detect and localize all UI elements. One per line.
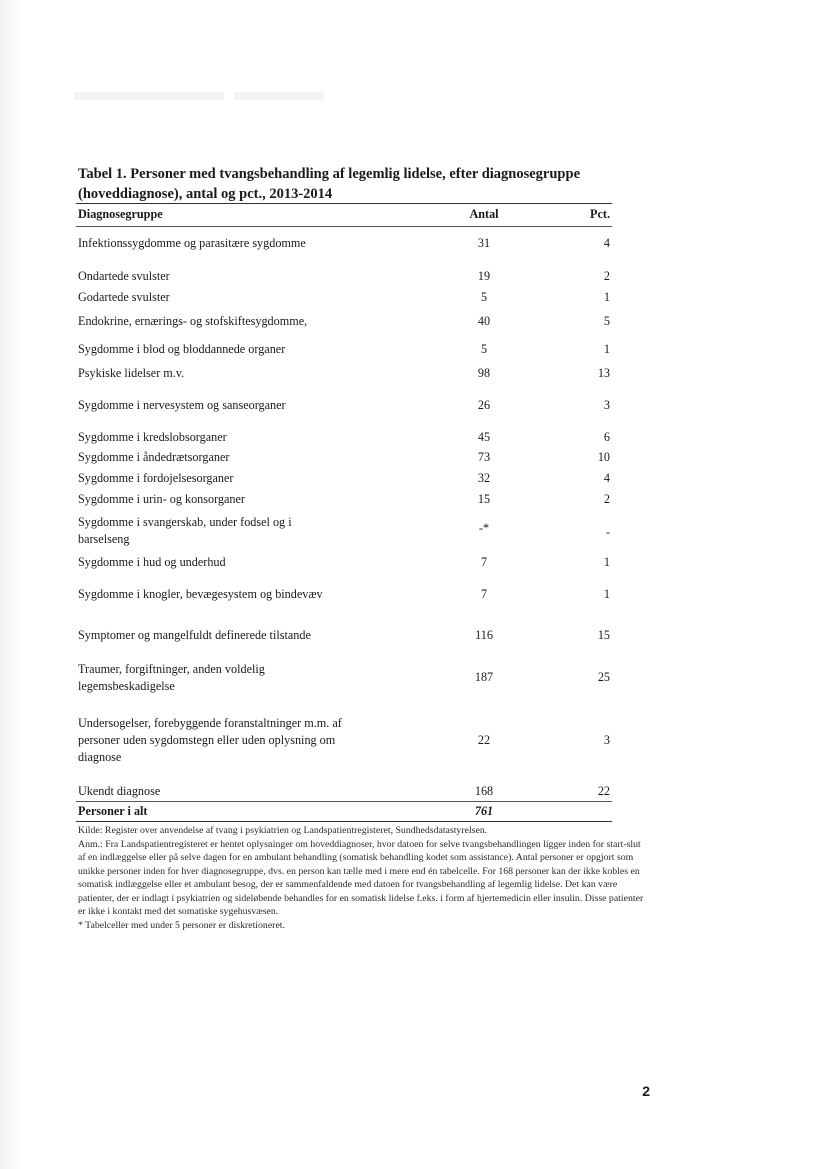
row-count: 168 [474, 784, 494, 798]
footnote: * Tabelceller med under 5 personer er diskretioneret. [78, 919, 285, 931]
row-count: 73 [477, 450, 491, 464]
row-count: 40 [477, 314, 491, 328]
row-pct: 1 [603, 587, 610, 601]
col-header-pct: Pct. [590, 207, 610, 221]
row-count: 5 [480, 342, 488, 356]
row-pct: - [605, 525, 610, 539]
row-pct: 22 [597, 784, 610, 798]
row-pct: 3 [603, 733, 610, 747]
row-label: Infektionssygdomme og parasitære sygdomme [78, 236, 306, 250]
row-label: Godartede svulster [78, 290, 170, 304]
row-count: 19 [477, 269, 491, 283]
row-count: 187 [474, 670, 494, 684]
row-pct: 4 [603, 236, 610, 250]
source-note: Kilde: Register over anvendelse af tvang i psykiatrien og Landspatientregisteret, Sundhedsdatastyrelsen. [78, 825, 488, 836]
scan-edge [0, 0, 22, 1169]
row-pct: 13 [597, 366, 610, 380]
row-label: Undersogelser, forebyggende foranstaltninger m.m. af personer uden sygdomstegn eller uden oplysning om diagnose [78, 716, 342, 764]
row-count: 7 [480, 555, 488, 569]
row-label: Endokrine, ernærings- og stofskiftesygdomme, [78, 314, 308, 328]
row-count: 22 [477, 733, 491, 747]
row-pct: 4 [603, 471, 610, 485]
row-count: 7 [480, 587, 488, 601]
diagnosis-table [76, 203, 612, 818]
row-count: 5 [480, 290, 488, 304]
row-label: Ondartede svulster [78, 269, 170, 283]
row-label: Sygdomme i svangerskab, under fodsel og i barselseng [78, 515, 292, 546]
row-label: Sygdomme i kredslobsorganer [78, 430, 227, 444]
table-notes [78, 824, 650, 932]
row-pct: 2 [603, 492, 610, 506]
col-header-group: Diagnosegruppe [78, 207, 163, 221]
row-pct: 3 [603, 398, 610, 412]
row-label: Sygdomme i blod og bloddannede organer [78, 342, 286, 356]
row-label: Sygdomme i åndedrætsorganer [78, 450, 230, 464]
row-label: Sygdomme i knogler, bevægesystem og bindevæv [78, 587, 323, 601]
row-pct: 1 [603, 555, 610, 569]
row-pct: 15 [597, 628, 610, 642]
row-label: Symptomer og mangelfuldt definerede tilstande [78, 628, 311, 642]
row-pct: 25 [597, 670, 610, 684]
row-count: 15 [477, 492, 491, 506]
bleed-through-text [234, 92, 324, 100]
row-count: 45 [477, 430, 491, 444]
page-number: 2 [642, 1083, 650, 1099]
row-label: Traumer, forgiftninger, anden voldelig legemsbeskadigelse [78, 662, 265, 693]
row-pct: 1 [603, 290, 610, 304]
total-label: Personer i alt [78, 804, 148, 818]
bleed-through-text [74, 92, 224, 100]
col-header-count: Antal [469, 207, 499, 221]
table-bottom-rule [76, 821, 612, 822]
row-count: 32 [477, 471, 491, 485]
row-label: Sygdomme i fordojelsesorganer [78, 471, 234, 485]
row-label: Sygdomme i hud og underhud [78, 555, 226, 569]
row-count: 116 [475, 628, 493, 642]
row-pct: 6 [603, 430, 610, 444]
row-count: 98 [477, 366, 491, 380]
remark-note: Anm.: Fra Landspatientregisteret er hentet oplysninger om hoveddiagnoser, hvor datoen for selve tvangsbehandlingen ligger inden for start-slut af en indlæggelse eller på selve dagen for en ambulant behandling (somatisk behandling kodet som assistance). Antal personer er opgjort som unikke personer inden for hver diagnosegruppe, dvs. en person kan tælle med i mere end én tabelcelle. For 168 personer kan der ikke kobles en somatisk indlæggelse eller et ambulant besog, der er sammenfaldende med datoen for tvangsbehandling af legemlig lidelse. Det kan være patienter, der er indlagt i psykiatrien og sideløbende behandles for en somatisk lidelse f.eks. i form af hjertemedicin eller insulin. Disse patienter er ikke i kontakt med det somatiske sygehusvæsen. [78, 838, 644, 917]
row-label: Sygdomme i nervesystem og sanseorganer [78, 398, 286, 412]
row-pct: 2 [603, 269, 610, 283]
row-count: -* [478, 521, 490, 535]
row-label: Psykiske lidelser m.v. [78, 366, 185, 380]
row-label: Ukendt diagnose [78, 784, 161, 798]
row-count: 31 [477, 236, 491, 250]
row-pct: 10 [597, 450, 610, 464]
row-pct: 1 [603, 342, 610, 356]
row-count: 26 [477, 398, 491, 412]
row-label: Sygdomme i urin- og konsorganer [78, 492, 245, 506]
row-pct: 5 [603, 314, 610, 328]
table-header [76, 203, 612, 227]
total-separator [76, 801, 612, 802]
total-count: 761 [474, 804, 494, 818]
table-title: Tabel 1. Personer med tvangsbehandling af legemlig lidelse, efter diagnosegruppe (hoveddiagnose), antal og pct., 2013-2014 [78, 166, 580, 202]
